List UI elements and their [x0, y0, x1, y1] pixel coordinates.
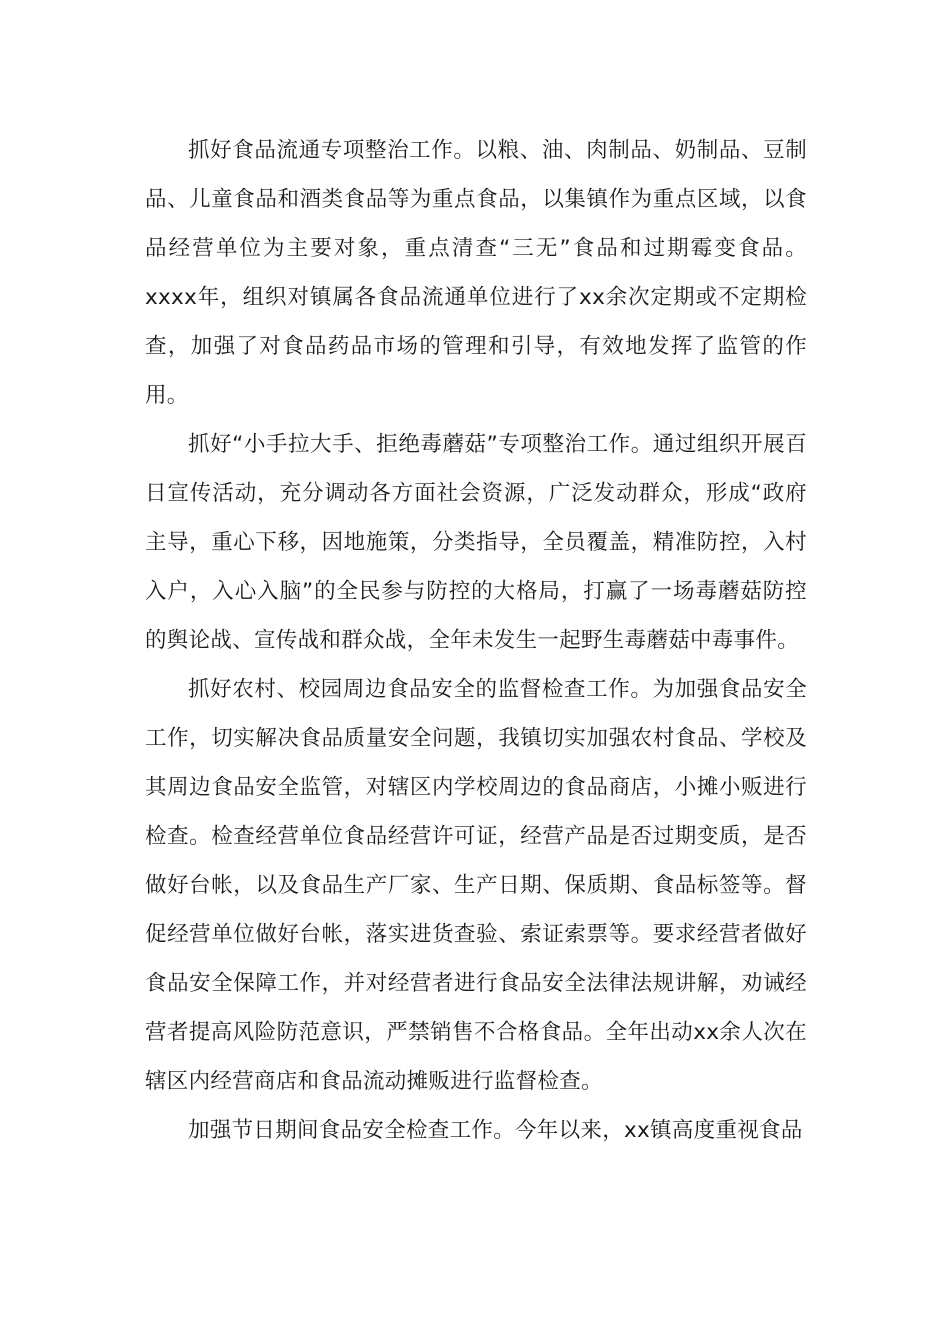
document-body — [145, 126, 807, 1155]
paragraph-campus-food-safety: 抓好农村、校园周边食品安全的监督检查工作。为加强食品安全工作，切实解决食品质量安全问题，我镇切实加强农村食品、学校及其周边食品安全监管，对辖区内学校周边的食品商店，小摊小贩进行检查。检查经营单位食品经营许可证，经营产品是否过期变质，是否做好台帐，以及食品生产厂家、生产日期、保质期、食品标签等。督促经营单位做好台帐，落实进货查验、索证索票等。要求经营者做好食品安全保障工作，并对经营者进行食品安全法律法规讲解，劝诫经营者提高风险防范意识，严禁销售不合格食品。全年出动xx余人次在辖区内经营商店和食品流动摊贩进行监督检查。 — [145, 677, 807, 1094]
paragraph-food-circulation: 抓好食品流通专项整治工作。以粮、油、肉制品、奶制品、豆制品、儿童食品和酒类食品等为重点食品，以集镇作为重点区域，以食品经营单位为主要对象，重点清查“三无”食品和过期霉变食品。xxxx年，组织对镇属各食品流通单位进行了xx余次定期或不定期检查，加强了对食品药品市场的管理和引导，有效地发挥了监管的作用。 — [145, 138, 807, 408]
paragraph-holiday-inspection: 加强节日期间食品安全检查工作。今年以来，xx镇高度重视食品 — [188, 1118, 803, 1143]
paragraph-poison-mushroom: 抓好“小手拉大手、拒绝毒蘑菇”专项整治工作。通过组织开展百日宣传活动，充分调动各方面社会资源，广泛发动群众，形成“政府主导，重心下移，因地施策，分类指导，全员覆盖，精准防控，入村入户，入心入脑”的全民参与防控的大格局，打赢了一场毒蘑菇防控的舆论战、宣传战和群众战，全年未发生一起野生毒蘑菇中毒事件。 — [145, 432, 807, 653]
